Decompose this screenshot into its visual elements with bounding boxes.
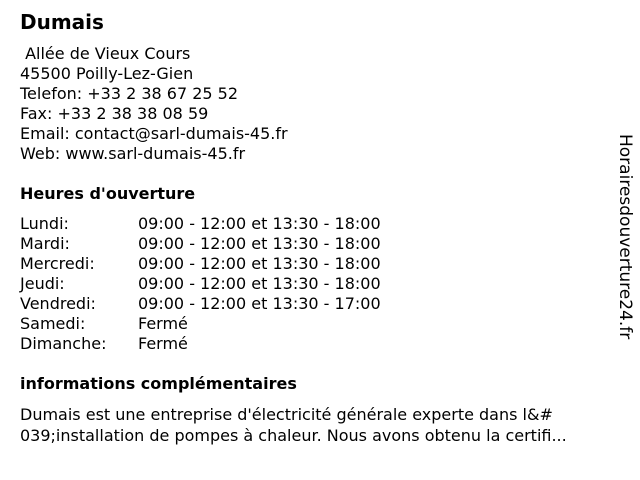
hours-row-thursday: [20, 274, 381, 294]
hours-heading: Heures d'ouverture: [20, 184, 196, 203]
website-url: Web: www.sarl-dumais-45.fr: [20, 144, 246, 163]
day-label: Jeudi:: [20, 274, 65, 293]
watermark-text: Horairesdouverture24.fr: [615, 134, 635, 340]
day-label: Dimanche:: [20, 334, 107, 353]
day-label: Vendredi:: [20, 294, 96, 313]
time-value: 09:00 - 12:00 et 13:30 - 18:00: [138, 274, 381, 293]
time-value: Fermé: [138, 334, 188, 353]
day-label: Lundi:: [20, 214, 69, 233]
time-value: 09:00 - 12:00 et 13:30 - 18:00: [138, 214, 381, 233]
hours-row-sunday: [20, 334, 381, 354]
opening-hours-list: [20, 214, 381, 354]
hours-row-friday: [20, 294, 381, 314]
description-line: Dumais est une entreprise d'électricité générale experte dans l&#: [20, 405, 553, 424]
site-watermark: [612, 134, 636, 374]
address-street: Allée de Vieux Cours: [20, 44, 191, 63]
contact-block: [20, 44, 288, 164]
address-city: 45500 Poilly-Lez-Gien: [20, 64, 194, 83]
hours-row-monday: [20, 214, 381, 234]
info-heading: informations complémentaires: [20, 374, 297, 393]
hours-row-wednesday: [20, 254, 381, 274]
time-value: 09:00 - 12:00 et 13:30 - 18:00: [138, 234, 381, 253]
phone-number: Telefon: +33 2 38 67 25 52: [20, 84, 239, 103]
time-value: 09:00 - 12:00 et 13:30 - 18:00: [138, 254, 381, 273]
time-value: 09:00 - 12:00 et 13:30 - 17:00: [138, 294, 381, 313]
hours-row-saturday: [20, 314, 381, 334]
info-description: [20, 404, 620, 446]
hours-row-tuesday: [20, 234, 381, 254]
fax-number: Fax: +33 2 38 38 08 59: [20, 104, 209, 123]
time-value: Fermé: [138, 314, 188, 333]
day-label: Samedi:: [20, 314, 86, 333]
day-label: Mardi:: [20, 234, 70, 253]
email-address: Email: contact@sarl-dumais-45.fr: [20, 124, 288, 143]
business-name: Dumais: [20, 10, 104, 34]
description-line: 039;installation de pompes à chaleur. Nous avons obtenu la certifi...: [20, 426, 567, 445]
day-label: Mercredi:: [20, 254, 95, 273]
